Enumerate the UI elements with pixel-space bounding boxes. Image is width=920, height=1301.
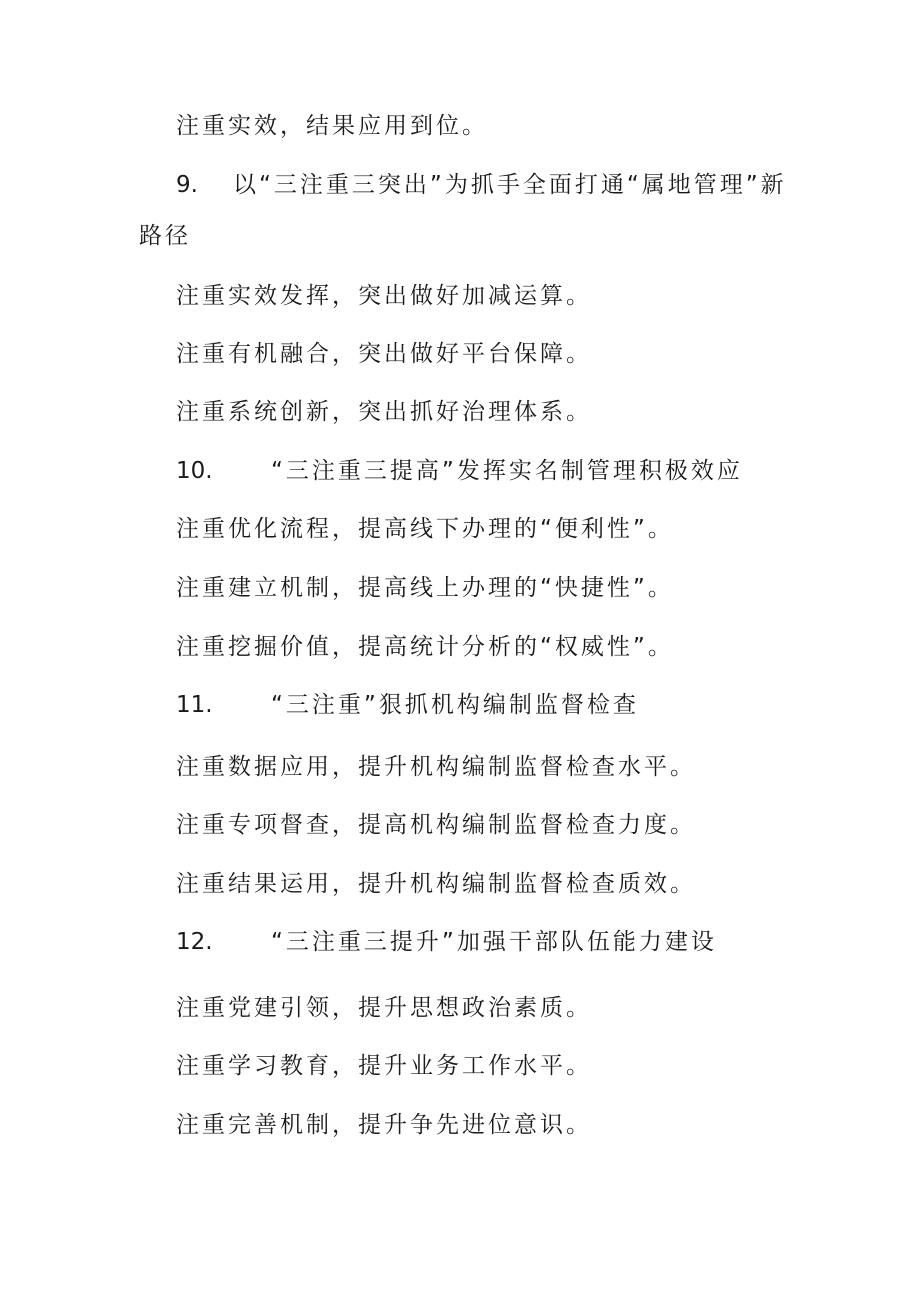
section-heading: 以“三注重三突出”为抓手全面打通“属地管理”新 [233, 172, 787, 198]
section-number: 9. [176, 172, 198, 198]
list-item: 注重挖掘价值，提高统计分析的“权威性”。 [176, 634, 674, 660]
list-item: 注重结果运用，提升机构编制监督检查质效。 [176, 871, 696, 897]
paragraph-line: 注重实效，结果应用到位。 [176, 113, 488, 139]
section-heading: “三注重”狠抓机构编制监督检查 [271, 692, 639, 718]
list-item: 注重有机融合，突出做好平台保障。 [176, 341, 592, 367]
section-number: 10. [176, 458, 213, 484]
list-item: 注重完善机制，提升争先进位意识。 [176, 1112, 592, 1138]
list-item: 注重优化流程，提高线下办理的“便利性”。 [176, 516, 674, 542]
section-heading: “三注重三提升”加强干部队伍能力建设 [271, 929, 717, 955]
list-item: 注重专项督查，提高机构编制监督检查力度。 [176, 812, 696, 838]
section-heading: “三注重三提高”发挥实名制管理积极效应 [271, 458, 743, 484]
section-heading-continuation: 路径 [139, 223, 191, 249]
list-item: 注重实效发挥，突出做好加减运算。 [176, 283, 592, 309]
list-item: 注重系统创新，突出抓好治理体系。 [176, 399, 592, 425]
list-item: 注重党建引领，提升思想政治素质。 [176, 995, 592, 1021]
list-item: 注重学习教育，提升业务工作水平。 [176, 1053, 592, 1079]
list-item: 注重建立机制，提高线上办理的“快捷性”。 [176, 575, 674, 601]
list-item: 注重数据应用，提升机构编制监督检查水平。 [176, 754, 696, 780]
section-number: 12. [176, 929, 213, 955]
section-number: 11. [176, 692, 213, 718]
